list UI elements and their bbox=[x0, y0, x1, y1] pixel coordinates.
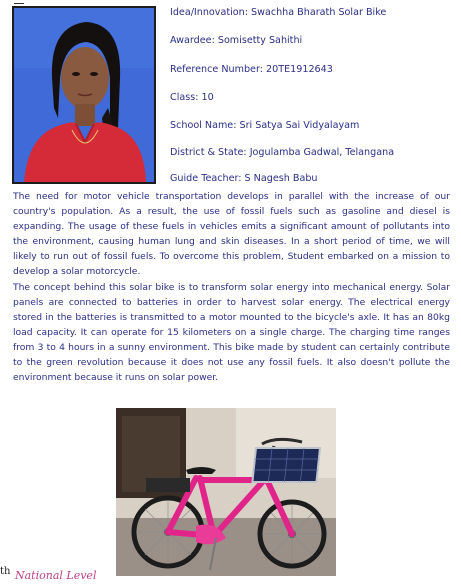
awardee-photo bbox=[12, 6, 156, 184]
paragraph-concept: The concept behind this solar bike is to transform solar energy into mechanical energy. Solar panels are connected to batteries in order to harvest solar energy. The electrical energy stored in the batteries is transmitted to a motor mounted to the bicycle's axle. It has an 80kg load capacity. It can operate for 15 kilometers on a single charge. The charging time ranges from 3 to 4 hours in a sunny environment. This bike made by student can certainly contribute to the green revolution because it does not use any fossil fuels. It also doesn't pollute the environment because it runs on solar power. bbox=[13, 281, 450, 384]
top-edge-mark bbox=[14, 0, 24, 4]
teacher-line: Guide Teacher: S Nagesh Babu bbox=[170, 173, 318, 184]
description bbox=[13, 189, 450, 385]
footer-superscript: th bbox=[0, 566, 11, 577]
awardee-line: Awardee: Somisetty Sahithi bbox=[170, 35, 303, 46]
paragraph-need: The need for motor vehicle transportation develops in parallel with the increase of our country's population. As a result, the use of fossil fuels such as gasoline and diesel is expanding. The usage of these fuels in vehicles emits a significant amount of pollutants into the environment, causing human lung and skin diseases. In a short period of time, we will likely to run out of fossil fuels. To overcome this problem, Student embarked on a mission to develop a solar motorcycle. bbox=[13, 191, 450, 278]
school-line: School Name: Sri Satya Sai Vidyalayam bbox=[170, 120, 360, 131]
footer-level-label: National Level bbox=[15, 569, 97, 582]
solar-bike-photo bbox=[116, 408, 336, 576]
idea-line: Idea/Innovation: Swachha Bharath Solar Bike bbox=[170, 7, 387, 18]
reference-line: Reference Number: 20TE1912643 bbox=[170, 64, 333, 75]
class-line: Class: 10 bbox=[170, 92, 214, 103]
district-line: District & State: Jogulamba Gadwal, Telangana bbox=[170, 147, 395, 158]
